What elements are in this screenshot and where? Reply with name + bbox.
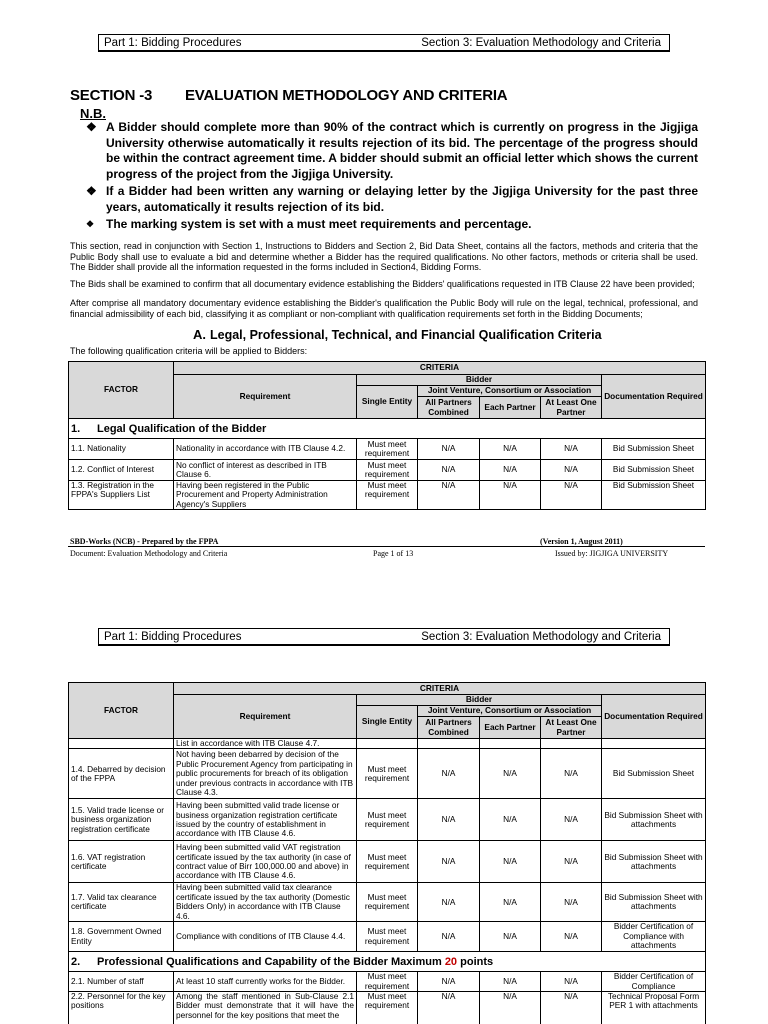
jv-header: Joint Venture, Consortium or Association bbox=[418, 386, 602, 397]
table-row: 1.7. Valid tax clearance certificate Having been submitted valid tax clearance certificate issued by the tax authority (Domestic Bidders Only) in accordance with ITB Clause 4.6. Must meet requirement N/A N/A N/A Bid Submission Sheet with attachments bbox=[69, 883, 706, 922]
footer-prepared-by: SBD-Works (NCB) - Prepared by the FPPA bbox=[70, 537, 219, 546]
table-row: 1.1. Nationality Nationality in accordance with ITB Clause 4.2. Must meet requirement N/A N/A N/A Bid Submission Sheet bbox=[69, 439, 706, 460]
table-row: 1.3. Registration in the FPPA's Suppliers List Having been registered in the Public Procurement and Property Administration Agency's Suppliers Must meet requirement N/A N/A N/A Bid Submission Sheet bbox=[69, 481, 706, 510]
footer-document: Document: Evaluation Methodology and Criteria bbox=[70, 549, 228, 558]
header-left: Part 1: Bidding Procedures bbox=[104, 631, 242, 643]
examine-paragraph: The Bids shall be examined to confirm that all documentary evidence establishing the Bidders' qualifications requested in ITB Clause 22 have been provided; bbox=[70, 279, 695, 289]
page-header bbox=[98, 628, 670, 646]
criteria-category-heading: A. Legal, Professional, Technical, and Financial Qualification Criteria bbox=[193, 327, 602, 342]
table-row: 1.6. VAT registration certificate Having been submitted valid VAT registration certificate issued by the tax authority (in case of contract value of Birr 100,000.00 and above) in accordance with ITB Clause 4.6. Must meet requirement N/A N/A N/A Bid Submission Sheet with attachments bbox=[69, 841, 706, 883]
criteria-table-page1 bbox=[68, 361, 706, 510]
documentation-header: Documentation Required bbox=[602, 695, 706, 739]
at-least-one-header: At Least One Partner bbox=[541, 397, 602, 419]
nb-bullets bbox=[86, 120, 698, 233]
section-title bbox=[70, 87, 508, 104]
documentation-header: Documentation Required bbox=[602, 375, 706, 419]
requirement-header: Requirement bbox=[174, 695, 357, 739]
bullet-item: ❖ A Bidder should complete more than 90% of the contract which is currently on progress in the Jigjiga University otherwise automatically it results rejection of its bid. The percentage of the progress should be within the contract agreement time. A bidder should submit an official letter which shows the current progress of the project from the Jigjiga University. bbox=[86, 120, 698, 181]
group-heading-professional: 2. Professional Qualifications and Capability of the Bidder Maximum 20 points bbox=[69, 952, 706, 972]
intro-paragraph: This section, read in conjunction with Section 1, Instructions to Bidders and Section 2, Bid Data Sheet, contains all the factors, methods and criteria that the Public Body shall use to evaluate a bid and determine whether a Bidder has the required qualifications. No other factors, methods or criteria shall be used. The Bidder shall provide all the information requested in the forms included in Section4, Bidding Forms. bbox=[70, 241, 698, 273]
admissibility-paragraph: After comprise all mandatory documentary evidence establishing the Bidder's qualification the Public Body will rule on the legal, technical, professional, and financial admissibility of each bid, classifying it as compliant or non-compliant with qualification requirements set forth in the Bidding Documents; bbox=[70, 298, 698, 319]
each-partner-header: Each Partner bbox=[480, 717, 541, 739]
factor-header: FACTOR bbox=[69, 362, 174, 419]
page-header bbox=[98, 34, 670, 52]
criteria-lead-text: The following qualification criteria will be applied to Bidders: bbox=[70, 346, 308, 356]
section-heading: EVALUATION METHODOLOGY AND CRITERIA bbox=[185, 87, 508, 104]
header-right: Section 3: Evaluation Methodology and Criteria bbox=[421, 631, 661, 643]
jv-header: Joint Venture, Consortium or Association bbox=[418, 706, 602, 717]
points-value: 20 bbox=[444, 955, 458, 968]
criteria-header: CRITERIA bbox=[174, 362, 706, 375]
single-entity-header: Single Entity bbox=[357, 386, 418, 419]
footer-version: (Version 1, August 2011) bbox=[540, 537, 623, 546]
table-row: List in accordance with ITB Clause 4.7. bbox=[69, 739, 706, 749]
group-heading-legal: 1. Legal Qualification of the Bidder bbox=[69, 419, 706, 439]
table-row: 2.2. Personnel for the key positions Among the staff mentioned in Sub-Clause 2.1 Bidder must demonstrate that it will have the personnel for the key positions that meet the Must meet requirement N/A N/A N/A Technical Proposal Form PER 1 with attachments bbox=[69, 992, 706, 1024]
table-row: 1.4. Debarred by decision of the FPPA Not having been debarred by decision of the Public Procurement Agency from participating in public procurements for breach of its obligation under previous contracts in accordance with ITB Clause 4.3. Must meet requirement N/A N/A N/A Bid Submission Sheet bbox=[69, 749, 706, 799]
footer-issued-by: Issued by: JIGJIGA UNIVERSITY bbox=[555, 549, 669, 558]
factor-header: FACTOR bbox=[69, 683, 174, 739]
diamond-bullet-icon: ❖ bbox=[86, 219, 95, 229]
bidder-header: Bidder bbox=[357, 695, 602, 706]
footer-page-number: Page 1 of 13 bbox=[373, 549, 414, 558]
table-row: 2.1. Number of staff At least 10 staff currently works for the Bidder. Must meet requirement N/A N/A N/A Bidder Certification of Compliance bbox=[69, 972, 706, 992]
bullet-item: ❖ The marking system is set with a must meet requirements and percentage. bbox=[86, 217, 532, 231]
section-number: SECTION -3 bbox=[70, 87, 153, 104]
footer-rule bbox=[68, 546, 705, 547]
all-partners-header: All Partners Combined bbox=[418, 397, 480, 419]
table-row: 1.2. Conflict of Interest No conflict of interest as described in ITB Clause 6. Must meet requirement N/A N/A N/A Bid Submission Sheet bbox=[69, 460, 706, 481]
diamond-bullet-icon: ❖ bbox=[86, 120, 97, 134]
header-right: Section 3: Evaluation Methodology and Criteria bbox=[421, 37, 661, 49]
criteria-header: CRITERIA bbox=[174, 683, 706, 695]
bullet-item: ❖ If a Bidder had been written any warning or delaying letter by the Jigjiga University for the past three years, automatically it results rejection of its bid. bbox=[86, 184, 698, 214]
diamond-bullet-icon: ❖ bbox=[86, 184, 97, 198]
all-partners-header: All Partners Combined bbox=[418, 717, 480, 739]
nb-label: N.B. bbox=[80, 106, 106, 121]
single-entity-header: Single Entity bbox=[357, 706, 418, 739]
table-row: 1.5. Valid trade license or business organization registration certificate Having been submitted valid trade license or business organization registration certificate issued by the country of establishment in accordance with ITB Clause 4.6. Must meet requirement N/A N/A N/A Bid Submission Sheet with attachments bbox=[69, 799, 706, 841]
requirement-header: Requirement bbox=[174, 375, 357, 419]
header-left: Part 1: Bidding Procedures bbox=[104, 37, 242, 49]
table-row: 1.8. Government Owned Entity Compliance with conditions of ITB Clause 4.4. Must meet requirement N/A N/A N/A Bidder Certification of Compliance with attachments bbox=[69, 922, 706, 952]
criteria-table-page2 bbox=[68, 682, 706, 1024]
at-least-one-header: At Least One Partner bbox=[541, 717, 602, 739]
bidder-header: Bidder bbox=[357, 375, 602, 386]
each-partner-header: Each Partner bbox=[480, 397, 541, 419]
